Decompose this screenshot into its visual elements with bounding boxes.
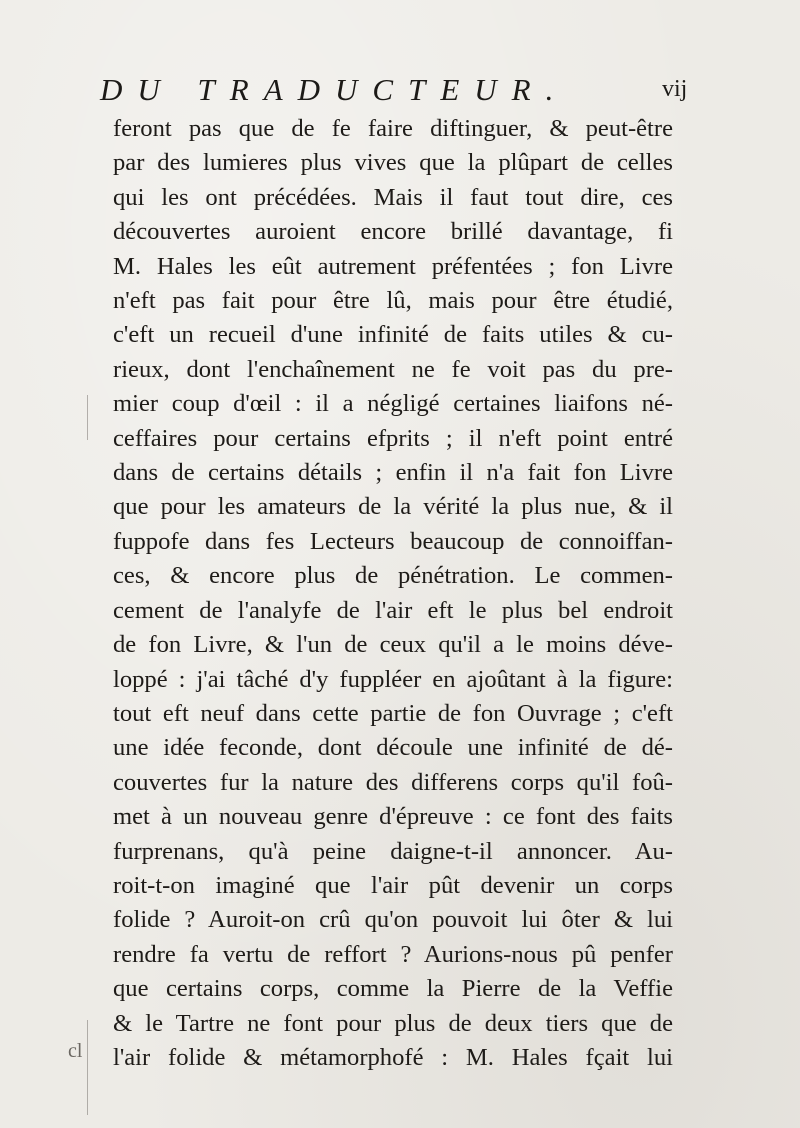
text-line: mier coup d'œil : il a négligé certaines liaifons né- bbox=[113, 390, 673, 418]
margin-rule bbox=[87, 1020, 88, 1115]
text-line: couvertes fur la nature des differens corps qu'il foû- bbox=[113, 768, 673, 796]
text-line: n'eft pas fait pour être lû, mais pour être étudié, bbox=[113, 287, 673, 315]
text-line: l'air folide & métamorphofé : M. Hales fçait lui bbox=[113, 1043, 673, 1071]
text-line: par des lumieres plus vives que la plûpart de celles bbox=[113, 149, 673, 177]
text-line: ceffaires pour certains efprits ; il n'eft point entré bbox=[113, 424, 673, 452]
text-line: dans de certains détails ; enfin il n'a fait fon Livre bbox=[113, 459, 673, 487]
text-line: qui les ont précédées. Mais il faut tout dire, ces bbox=[113, 183, 673, 211]
body-text bbox=[113, 112, 673, 1075]
margin-note: cl bbox=[68, 1040, 83, 1062]
text-line: que certains corps, comme la Pierre de la Veffie bbox=[113, 975, 673, 1003]
text-line: que pour les amateurs de la vérité la plus nue, & il bbox=[113, 493, 673, 521]
text-line: découvertes auroient encore brillé davantage, fi bbox=[113, 218, 673, 246]
text-line: ces, & encore plus de pénétration. Le commen- bbox=[113, 562, 673, 590]
text-line: fuppofe dans fes Lecteurs beaucoup de connoiffan- bbox=[113, 527, 673, 555]
text-line: tout eft neuf dans cette partie de fon Ouvrage ; c'eft bbox=[113, 699, 673, 727]
text-line: furprenans, qu'à peine daigne-t-il annoncer. Au- bbox=[113, 837, 673, 865]
running-title: DU TRADUCTEUR. bbox=[100, 72, 569, 107]
text-line: rieux, dont l'enchaînement ne fe voit pas du pre- bbox=[113, 355, 673, 383]
page-number: vij bbox=[662, 76, 688, 102]
margin-rule bbox=[87, 395, 88, 440]
text-line: feront pas que de fe faire diftinguer, & peut-être bbox=[113, 115, 673, 142]
text-line: & le Tartre ne font pour plus de deux tiers que de bbox=[113, 1009, 673, 1037]
text-line: une idée feconde, dont découle une infinité de dé- bbox=[113, 734, 673, 762]
text-line: loppé : j'ai tâché d'y fuppléer en ajoûtant à la figure: bbox=[113, 665, 673, 693]
text-line: cement de l'analyfe de l'air eft le plus bel endroit bbox=[113, 596, 673, 624]
text-line: M. Hales les eût autrement préfentées ; fon Livre bbox=[113, 252, 673, 280]
text-line: roit-t-on imaginé que l'air pût devenir un corps bbox=[113, 871, 673, 899]
text-line: de fon Livre, & l'un de ceux qu'il a le moins déve- bbox=[113, 631, 673, 659]
text-line: met à un nouveau genre d'épreuve : ce font des faits bbox=[113, 803, 673, 831]
text-line: c'eft un recueil d'une infinité de faits utiles & cu- bbox=[113, 321, 673, 349]
text-line: folide ? Auroit-on crû qu'on pouvoit lui ôter & lui bbox=[113, 906, 673, 934]
text-line: rendre fa vertu de reffort ? Aurions-nous pû penfer bbox=[113, 940, 673, 968]
